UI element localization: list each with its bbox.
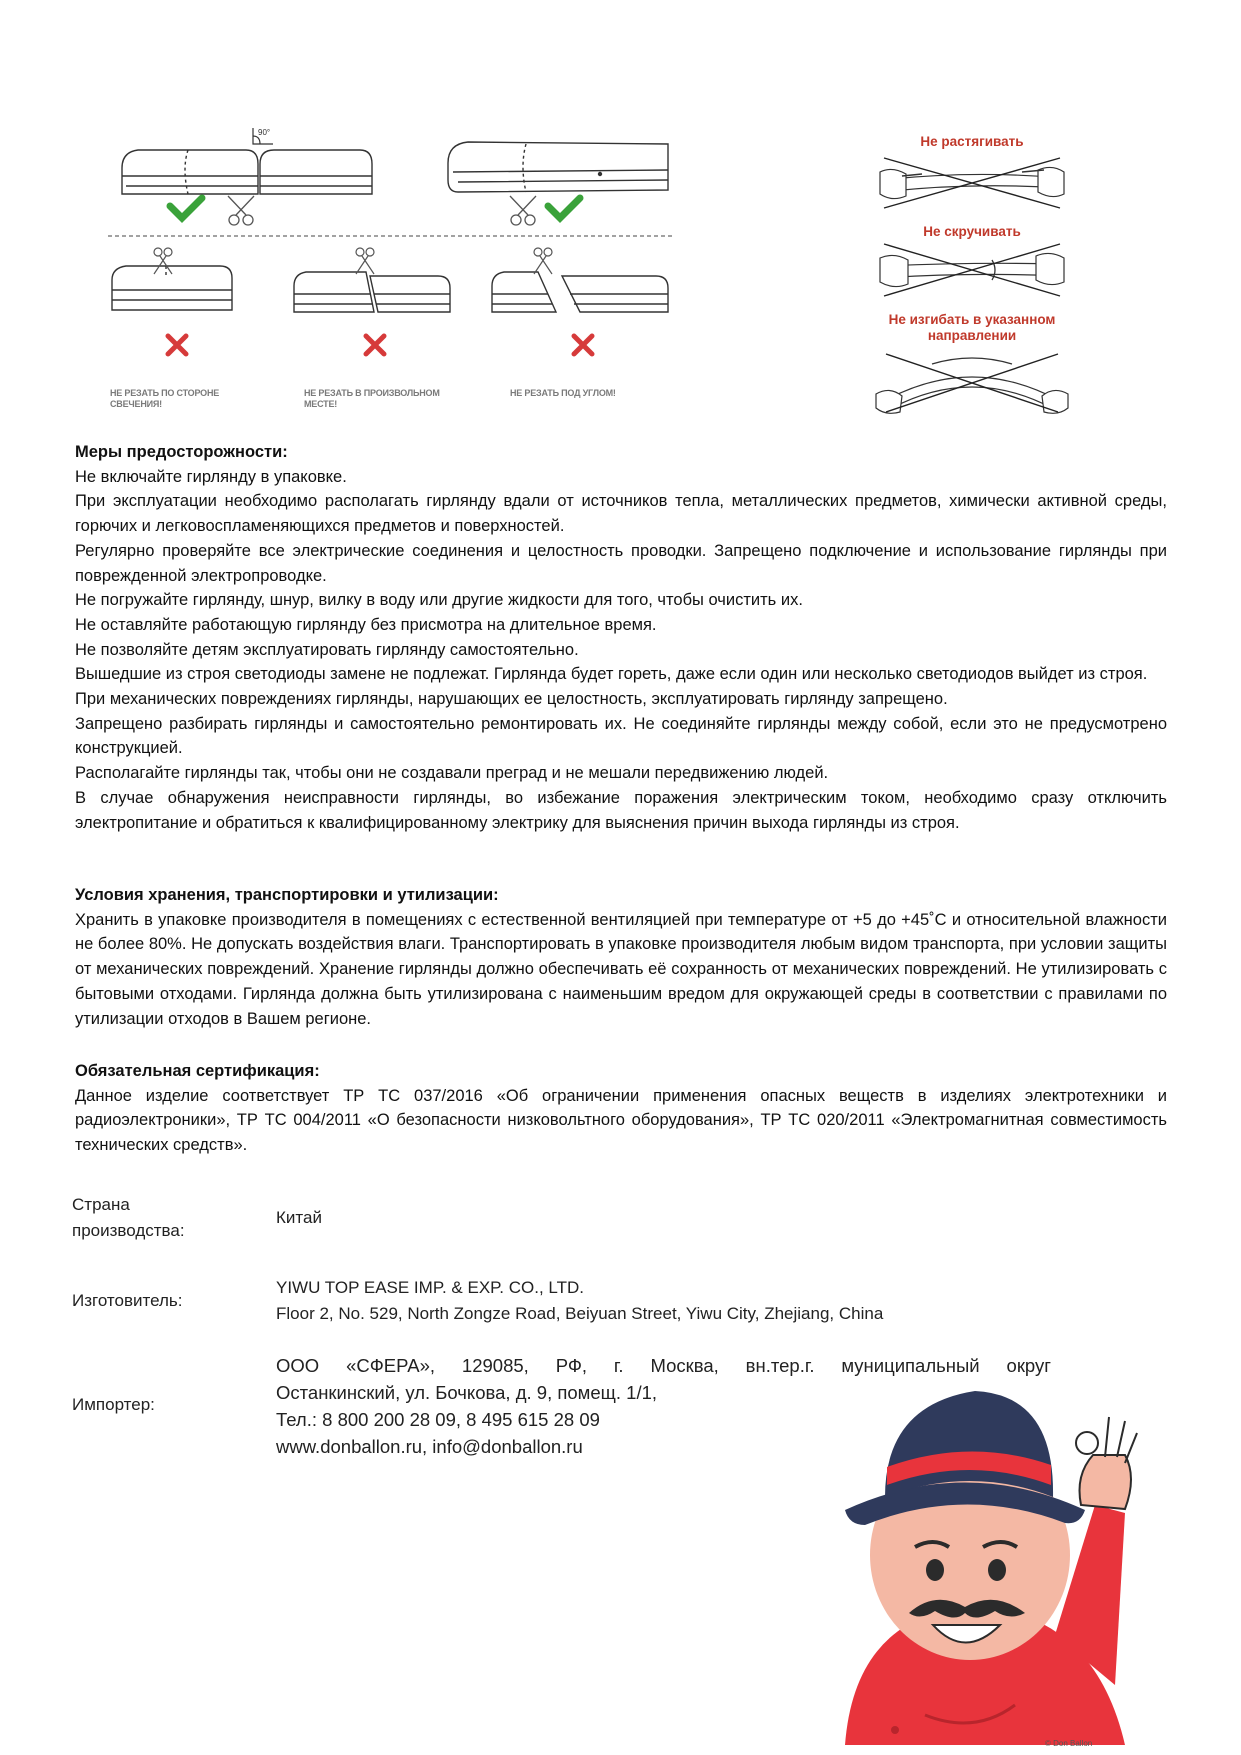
manufacturer-label: Изготовитель: <box>72 1291 183 1310</box>
scissors-icon <box>534 248 552 274</box>
precaution-item: Не погружайте гирлянду, шнур, вилку в воду или другие жидкости для того, чтобы очистить их. <box>75 591 803 610</box>
correct-cut-strip <box>448 142 668 192</box>
precaution-item: Не оставляйте работающую гирлянду без присмотра на длительное время. <box>75 615 657 634</box>
angle-label: 90° <box>258 128 271 137</box>
check-icon <box>170 198 202 218</box>
warning-no-twist: Не скручивать <box>923 224 1021 239</box>
cutting-diagram <box>108 128 758 418</box>
manufacturer-value <box>276 1275 883 1327</box>
warning-no-bend: Не изгибать в указанном направлении <box>888 312 1056 343</box>
precaution-item: В случае обнаружения неисправности гирлянды, во избежание поражения электрическим током, необходимо сразу отключить электропитание и обратиться к квалифицированному электрику для выяснения причин выхода гирлянды из строя. <box>75 788 1167 832</box>
cross-icon <box>574 336 592 354</box>
precaution-item: Вышедшие из строя светодиоды замене не подлежат. Гирлянда будет гореть, даже если один или несколько светодиодов выйдет из строя. <box>75 665 1148 684</box>
manufacturer-name: YIWU TOP EASE IMP. & EXP. CO., LTD. <box>276 1278 584 1297</box>
caption-no-cut-random: НЕ РЕЗАТЬ В ПРОИЗВОЛЬНОМ МЕСТЕ! <box>304 388 440 409</box>
precaution-item: Регулярно проверяйте все электрические соединения и целостность проводки. Запрещено подключение и использование гирлянды при поврежденной электропроводке. <box>75 541 1167 585</box>
storage-title: Условия хранения, транспортировки и утилизации: <box>75 886 499 904</box>
caption-no-cut-angle: НЕ РЕЗАТЬ ПОД УГЛОМ! <box>510 388 616 398</box>
cutting-illustration <box>108 128 758 418</box>
wrong-cut-side <box>112 266 232 310</box>
mascot-illustration <box>825 1385 1145 1745</box>
check-icon <box>548 198 580 218</box>
importer-line-2: Останкинский, ул. Бочкова, д. 9, помещ. 1/1, <box>276 1382 658 1403</box>
precautions-title: Меры предосторожности: <box>75 443 288 461</box>
country-value: Китай <box>276 1208 322 1227</box>
importer-label: Импортер: <box>72 1395 155 1414</box>
precaution-item: Располагайте гирлянды так, чтобы они не создавали преград и не мешали передвижению людей. <box>75 764 829 783</box>
precaution-item: При эксплуатации необходимо располагать гирлянду вдали от источников тепла, металлических предметов, химически активной среды, горючих и легковоспламеняющихся предметов и поверхностей. <box>75 492 1167 536</box>
importer-web[interactable]: www.donballon.ru, info@donballon.ru <box>276 1436 583 1457</box>
importer-line-1: ООО «СФЕРА», 129085, РФ, г. Москва, вн.тер.г. муниципальный округ <box>276 1355 1051 1376</box>
bend-illustration <box>872 350 1072 416</box>
wrong-cut-angle <box>492 272 668 312</box>
precaution-item: Не позволяйте детям эксплуатировать гирлянду самостоятельно. <box>75 640 579 659</box>
twist-illustration <box>872 240 1072 300</box>
precaution-item: Не включайте гирлянду в упаковке. <box>75 467 347 486</box>
certification-title: Обязательная сертификация: <box>75 1062 320 1080</box>
warning-no-stretch: Не растягивать <box>920 134 1024 149</box>
manufacturer-address: Floor 2, No. 529, North Zongze Road, Beiyuan Street, Yiwu City, Zhejiang, China <box>276 1304 884 1323</box>
precautions-section <box>75 440 1167 835</box>
precaution-item: При механических повреждениях гирлянды, нарушающих ее целостность, эксплуатировать гирлянду запрещено. <box>75 690 948 709</box>
importer-phone: Тел.: 8 800 200 28 09, 8 495 615 28 09 <box>276 1409 600 1430</box>
caption-no-cut-side: НЕ РЕЗАТЬ ПО СТОРОНЕ СВЕЧЕНИЯ! <box>110 388 220 409</box>
mascot-hand <box>1076 1417 1137 1509</box>
cross-icon <box>366 336 384 354</box>
handling-diagram <box>872 132 1072 417</box>
scissors-icon <box>228 196 254 225</box>
scissors-icon <box>356 248 374 274</box>
certification-section <box>75 1059 1167 1158</box>
precaution-item: Запрещено разбирать гирлянды и самостоятельно ремонтировать их. Не соединяйте гирлянды между собой, если это не предусмотрено конструкцией. <box>75 714 1167 758</box>
scissors-icon <box>510 196 536 225</box>
storage-text: Хранить в упаковке производителя в помещениях с естественной вентиляцией при температуре от +5 до +45˚С и относительной влажности не более 80%. Не допускать воздействия влаги. Транспортировать в упаковке производителя любым видом транспорта, при условии защиты от механических повреждений. Хранение гирлянды должно обеспечивать её сохранность от механических повреждений. Не утилизировать с бытовыми отходами. Гирлянда должна быть утилизирована с наименьшим вредом для окружающей среды в соответствии с правилами по утилизации отходов в Вашем регионе. <box>75 910 1167 1028</box>
stretch-illustration <box>872 152 1072 212</box>
correct-cut-pair <box>122 150 372 194</box>
wrong-cut-random <box>294 272 450 312</box>
certification-text: Данное изделие соответствует ТР ТС 037/2016 «Об ограничении применения опасных веществ в изделиях электротехники и радиоэлектроники», ТР ТС 004/2011 «О безопасности низковольтного оборудования», ТР ТС 020/2011 «Электромагнитная совместимость технических средств». <box>75 1086 1167 1155</box>
copyright: © Don Ballon <box>1045 1739 1093 1748</box>
storage-section <box>75 883 1167 1031</box>
cross-icon <box>168 336 186 354</box>
country-label: Страна производства: <box>72 1195 185 1240</box>
